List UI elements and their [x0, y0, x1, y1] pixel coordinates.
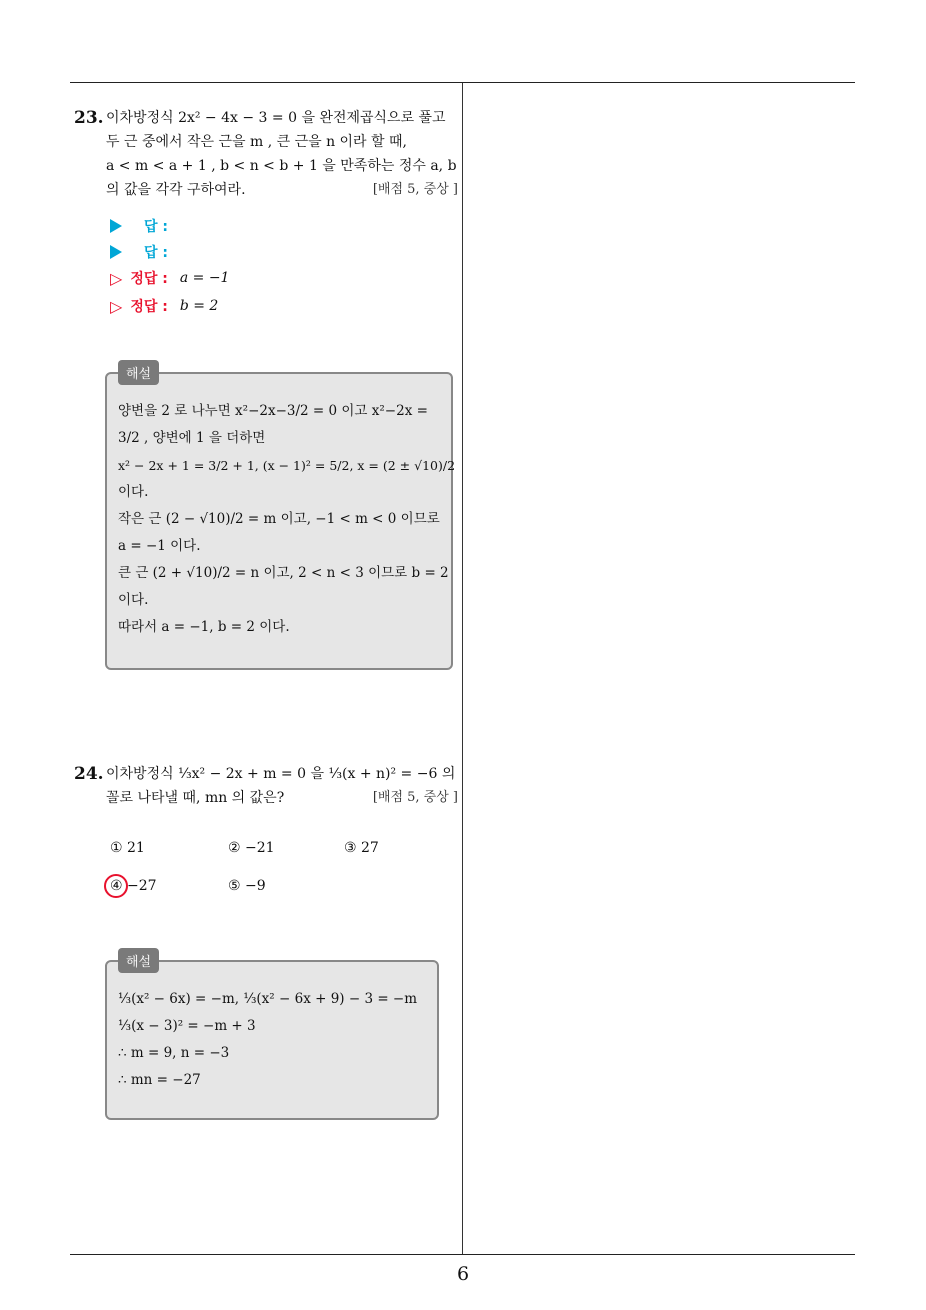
problem-23-line3: a < m < a + 1 , b < n < b + 1 을 만족하는 정수 a, b: [106, 158, 457, 174]
solution-24-line: ∴ m = 9, n = −3: [118, 1045, 230, 1061]
choice-2[interactable]: ② −21: [228, 840, 275, 856]
answer-label-1: 답 :: [144, 219, 168, 235]
solution-23-line: 큰 근 (2 + √10)/2 = n 이고, 2 < n < 3 이므로 b = 2: [118, 565, 449, 581]
choice-4[interactable]: ④ −27: [110, 878, 157, 894]
solution-23-line: a = −1 이다.: [118, 538, 201, 554]
problem-23-number: 23.: [74, 108, 104, 128]
problem-23-line2: 두 근 중에서 작은 근을 m , 큰 근을 n 이라 할 때,: [106, 134, 407, 150]
solution-text-24: [118, 986, 434, 1094]
solution-23-line: 따라서 a = −1, b = 2 이다.: [118, 619, 290, 635]
problem-24: [74, 762, 458, 810]
page-number: 6: [456, 1263, 470, 1285]
choice-1[interactable]: ① 21: [110, 840, 145, 856]
problem-23: [74, 106, 458, 202]
correct-label-2: 정답 :: [130, 299, 168, 315]
correct-answer-line-2: [110, 296, 218, 316]
problem-24-stem: [106, 762, 458, 810]
triangle-outline-icon: ▷: [110, 296, 123, 316]
answer-line-1: [110, 216, 168, 236]
solution-tag-23: 해설: [118, 360, 159, 385]
solution-24-line: ∴ mn = −27: [118, 1072, 201, 1088]
solution-23-line: x² − 2x + 1 = 3/2 + 1, (x − 1)² = 5/2, x = (2 ± √10)/2: [118, 458, 456, 473]
solution-23-line: 양변을 2 로 나누면 x²−2x−3/2 = 0 이고 x²−2x =: [118, 403, 428, 419]
selected-circle-mark-icon: [104, 874, 128, 898]
answer-line-2: [110, 242, 168, 262]
solution-23-line: 이다.: [118, 592, 149, 608]
correct-answer-line-1: [110, 268, 229, 288]
correct-value-1: a = −1: [179, 270, 230, 286]
triangle-filled-icon: [110, 245, 122, 259]
solution-23-line: 3/2 , 양변에 1 을 더하면: [118, 430, 266, 446]
correct-label-1: 정답 :: [130, 271, 168, 287]
answer-label-2: 답 :: [144, 245, 168, 261]
problem-24-number: 24.: [74, 764, 104, 784]
problem-23-line4: 의 값을 각각 구하여라.: [106, 182, 246, 198]
correct-value-2: b = 2: [179, 298, 219, 314]
problem-23-line1: 이차방정식 2x² − 4x − 3 = 0 을 완전제곱식으로 풀고: [106, 110, 446, 126]
solution-23-line: 이다.: [118, 484, 149, 500]
problem-23-stem: [106, 106, 458, 202]
triangle-filled-icon: [110, 219, 122, 233]
problem-24-line1: 이차방정식 ⅓x² − 2x + m = 0 을 ⅓(x + n)² = −6 의: [106, 766, 456, 782]
choice-5[interactable]: ⑤ −9: [228, 878, 266, 894]
problem-24-meta: [배점 5, 중상 ]: [372, 790, 458, 805]
choice-3[interactable]: ③ 27: [344, 840, 379, 856]
problem-24-line2: 꼴로 나타낼 때, mn 의 값은?: [106, 790, 285, 806]
triangle-outline-icon: ▷: [110, 268, 123, 288]
solution-tag-24: 해설: [118, 948, 159, 973]
problem-23-meta: [배점 5, 중상 ]: [372, 182, 458, 197]
solution-24-line: ⅓(x² − 6x) = −m, ⅓(x² − 6x + 9) − 3 = −m: [118, 991, 418, 1007]
bottom-rule: [70, 1254, 855, 1255]
solution-23-line: 작은 근 (2 − √10)/2 = m 이고, −1 < m < 0 이므로: [118, 511, 440, 527]
solution-text-23: [118, 398, 456, 641]
solution-24-line: ⅓(x − 3)² = −m + 3: [118, 1018, 256, 1034]
column-divider: [462, 83, 463, 1255]
